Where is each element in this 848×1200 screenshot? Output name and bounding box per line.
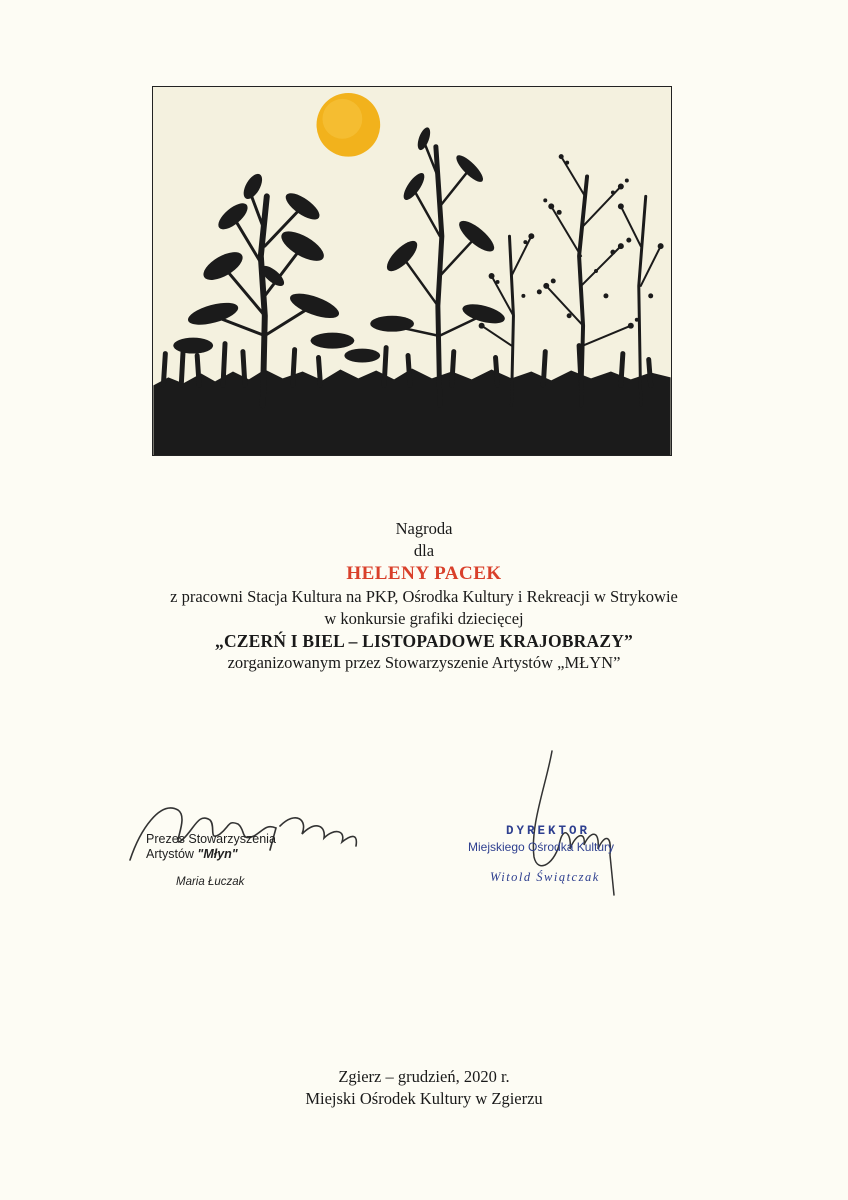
left-role-prefix: Artystów <box>146 847 198 861</box>
institution-name: Miejski Ośrodek Kultury w Zgierzu <box>305 1089 543 1108</box>
award-text <box>40 518 808 674</box>
organizer-line: zorganizowanym przez Stowarzyszenie Artystów „MŁYN” <box>227 653 621 672</box>
trees-artwork-image <box>152 86 672 456</box>
left-role-line1: Prezes Stowarzyszenia <box>146 832 276 846</box>
left-role-association: "Młyn" <box>197 847 238 861</box>
stamp-subtitle: Miejskiego Ośrodka Kultury <box>468 840 615 854</box>
left-signer-role <box>146 832 276 862</box>
left-signature-block <box>120 790 380 900</box>
award-heading: Nagroda <box>395 519 453 538</box>
footer <box>40 1066 808 1110</box>
place-date: Zgierz – grudzień, 2020 r. <box>338 1067 510 1086</box>
studio-line: z pracowni Stacja Kultura na PKP, Ośrodka Kultury i Rekreacji w Strykowie <box>170 587 678 606</box>
right-signature-block <box>460 745 680 905</box>
stamp-name: Witold Świątczak <box>490 870 600 884</box>
stamp-title: DYREKTOR <box>506 824 591 838</box>
left-role-line2 <box>146 847 276 862</box>
contest-title: „CZERŃ I BIEL – LISTOPADOWE KRAJOBRAZY” <box>215 631 633 651</box>
left-signer-name: Maria Łuczak <box>176 876 245 888</box>
award-for-label: dla <box>413 541 435 560</box>
contest-intro: w konkursie grafiki dziecięcej <box>324 609 524 628</box>
recipient-name: HELENY PACEK <box>346 563 502 584</box>
